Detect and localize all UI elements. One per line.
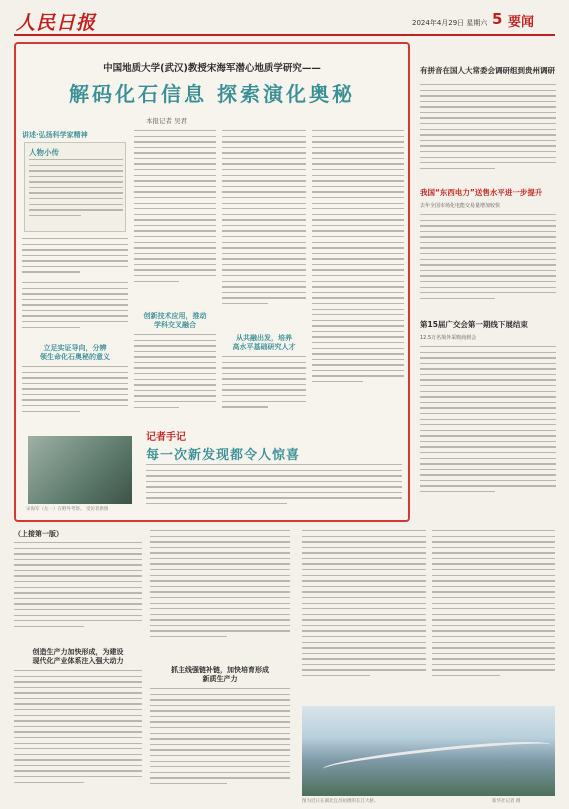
col3-text-b xyxy=(222,356,306,420)
feature-article[interactable] xyxy=(14,42,410,522)
photo-caption xyxy=(26,506,108,512)
reporter-notes-heading: 记者手记 xyxy=(146,432,186,443)
col1-text-b xyxy=(22,366,128,420)
masthead xyxy=(14,6,555,36)
sidebar-body-text xyxy=(22,238,128,278)
profile-text xyxy=(29,159,123,229)
profile-heading: 人物小传 xyxy=(29,148,59,157)
right-news-column xyxy=(418,42,558,522)
profile-sidebar xyxy=(22,130,128,278)
col2-text-b xyxy=(134,334,216,420)
subhead-3 xyxy=(222,334,306,352)
subhead-2 xyxy=(134,312,216,330)
profile-box xyxy=(24,142,126,232)
brief-3-title[interactable]: 第15届广交会第一期线下展结束 xyxy=(420,320,528,329)
subhead-1 xyxy=(22,344,128,362)
photo-credit: 受访者供图 xyxy=(85,507,109,512)
col4-text xyxy=(312,130,404,420)
scientist-photo xyxy=(28,436,132,504)
bridge-photo xyxy=(302,706,555,796)
lower-photo-credit: 新华社记者 摄 xyxy=(492,799,521,804)
page-number: 5 xyxy=(492,10,503,28)
continuation-section xyxy=(14,530,555,805)
reporter-notes-section xyxy=(22,424,404,516)
subhead-3-text: 从共融出发，培养 高水平基础研究人才 xyxy=(232,334,296,351)
lower-photo-caption: 图为近日在湖北宜昌拍摄的长江大桥。 xyxy=(302,799,379,804)
brief-2-text xyxy=(420,214,556,314)
issue-date: 2024年4月29日 星期六 xyxy=(412,19,488,27)
feature-title[interactable]: 解码化石信息 探索演化奥秘 xyxy=(69,82,355,106)
col1-text-a xyxy=(22,282,128,340)
brief-3-subtitle: 12.5万名境外采购商到会 xyxy=(420,335,477,341)
lower-col3-text xyxy=(302,530,426,702)
page-section: 要闻 xyxy=(508,15,535,30)
lower-col2-text-a xyxy=(150,530,290,656)
col2-text-a xyxy=(134,130,216,306)
brief-3-text xyxy=(420,346,556,514)
subhead-1-text: 立足实证导向，分辨 领生命化石奥秘的意义 xyxy=(40,344,110,361)
continued-label: （上接第一版） xyxy=(14,530,63,538)
lower-subhead-1: 创造生产力加快形成，为建设 现代化产业体系注入强大动力 xyxy=(32,648,124,665)
sidebar-heading: 讲述·弘扬科学家精神 xyxy=(22,131,88,139)
feature-kicker: 中国地质大学(武汉)教授宋海军潜心地质学研究—— xyxy=(103,63,321,74)
reporter-notes-title[interactable]: 每一次新发现都令人惊喜 xyxy=(146,448,301,463)
newspaper-logo: 人民日报 xyxy=(16,12,97,34)
brief-1-text xyxy=(420,84,556,184)
bridge-shape xyxy=(322,736,553,778)
feature-byline: 本报记者 吴君 xyxy=(146,117,188,125)
brief-2-subtitle: 去年全国市场化电能交易量增加较快 xyxy=(420,203,501,209)
brief-1-title[interactable]: 有拼音在国人大常委会调研组到贵州调研 xyxy=(420,66,555,75)
lower-col4-text xyxy=(432,530,555,702)
lower-subhead-2: 抓主线强链补链，加快培育形成 新质生产力 xyxy=(171,666,269,683)
reporter-notes-text xyxy=(146,464,402,514)
subhead-2-text: 创新技术应用，推动 学科交叉融合 xyxy=(143,312,207,329)
lower-col1-text-a xyxy=(14,542,142,642)
col3-text-a xyxy=(222,130,306,330)
lower-col1-text-b xyxy=(14,670,142,802)
brief-2-title[interactable]: 我国“东西电力”送售水平进一步提升 xyxy=(420,188,543,197)
photo-caption-text: 宋海军（左一）在野外考察。 xyxy=(26,507,85,512)
lower-col2-text-b xyxy=(150,688,290,802)
